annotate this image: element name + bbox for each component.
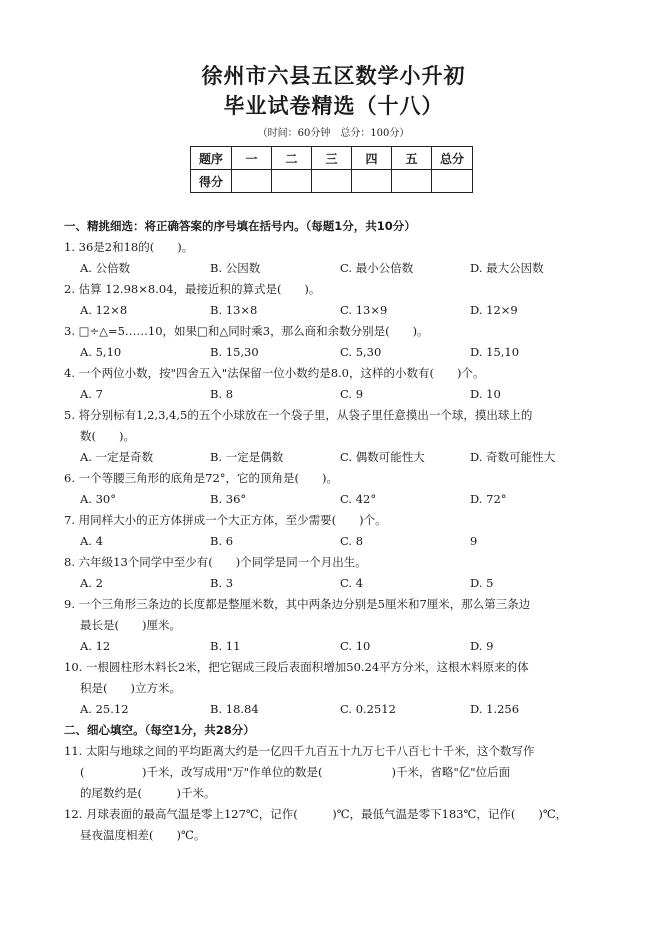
question-11-line1: 11. 太阳与地球之间的平均距离大约是一亿四千九百五十九万七千八百七十千米，这个数写作 bbox=[64, 744, 535, 758]
exam-title-line2: 毕业试卷精选（十八） bbox=[223, 94, 444, 118]
score-header-cell: 三 bbox=[312, 147, 352, 170]
option: A. 4 bbox=[80, 534, 103, 548]
option: C. 偶数可能性大 bbox=[340, 450, 425, 464]
question-8-options bbox=[64, 573, 614, 594]
question-9-line2: 最长是( )厘米。 bbox=[80, 618, 181, 632]
option: B. 3 bbox=[210, 576, 234, 590]
score-header-cell: 五 bbox=[392, 147, 432, 170]
option: B. 36° bbox=[210, 492, 247, 506]
option: D. 9 bbox=[470, 639, 494, 653]
question-4-options bbox=[64, 384, 614, 405]
section-heading-1: 一、精挑细选：将正确答案的序号填在括号内。（每题1分，共10分） bbox=[64, 219, 416, 233]
question-6: 6. 一个等腰三角形的底角是72°，它的顶角是( )。 bbox=[64, 471, 338, 485]
option: A. 5,10 bbox=[80, 345, 122, 359]
option: A. 一定是奇数 bbox=[80, 450, 154, 464]
option: B. 13×8 bbox=[210, 303, 258, 317]
score-table-score-row bbox=[191, 170, 473, 193]
option: C. 5,30 bbox=[340, 345, 382, 359]
question-9-line1: 9. 一个三角形三条边的长度都是整厘米数，其中两条边分别是5厘米和7厘米，那么第三条边 bbox=[64, 597, 531, 611]
question-5-line2: 数( )。 bbox=[80, 429, 135, 443]
score-header-cell: 四 bbox=[352, 147, 392, 170]
option: D. 10 bbox=[470, 387, 501, 401]
option: C. 13×9 bbox=[340, 303, 388, 317]
option: B. 8 bbox=[210, 387, 234, 401]
option: D. 1.256 bbox=[470, 702, 520, 716]
option: A. 公倍数 bbox=[80, 261, 131, 275]
option: C. 4 bbox=[340, 576, 364, 590]
score-header-cell: 一 bbox=[232, 147, 272, 170]
option: A. 30° bbox=[80, 492, 116, 506]
score-table-header-row bbox=[191, 147, 473, 170]
score-cell[interactable] bbox=[232, 170, 272, 193]
option: C. 42° bbox=[340, 492, 377, 506]
section-heading-2: 二、细心填空。（每空1分，共28分） bbox=[64, 723, 255, 737]
option: C. 10 bbox=[340, 639, 371, 653]
option: D. 最大公因数 bbox=[470, 261, 544, 275]
exam-content bbox=[64, 216, 614, 846]
question-11-line2: ( )千米，改写成用"万"作单位的数是( )千米，省略"亿"位后面 bbox=[80, 765, 511, 779]
option: C. 9 bbox=[340, 387, 364, 401]
score-header-cell: 总分 bbox=[432, 147, 473, 170]
question-10-line2: 积是( )立方米。 bbox=[80, 681, 181, 695]
option: B. 18.84 bbox=[210, 702, 259, 716]
option: C. 最小公倍数 bbox=[340, 261, 414, 275]
question-7-options bbox=[64, 531, 614, 552]
exam-title-line1: 徐州市六县五区数学小升初 bbox=[201, 64, 466, 88]
option: D. 72° bbox=[470, 492, 507, 506]
option: D. 15,10 bbox=[470, 345, 520, 359]
option: D. 奇数可能性大 bbox=[470, 450, 556, 464]
question-6-options bbox=[64, 489, 614, 510]
question-12-line2: 昼夜温度相差( )℃。 bbox=[80, 828, 206, 842]
option: B. 15,30 bbox=[210, 345, 259, 359]
option: A. 2 bbox=[80, 576, 103, 590]
question-2-options bbox=[64, 300, 614, 321]
question-9-options bbox=[64, 636, 614, 657]
score-table bbox=[190, 146, 473, 193]
option: C. 0.2512 bbox=[340, 702, 396, 716]
option: A. 7 bbox=[80, 387, 103, 401]
option: A. 25.12 bbox=[80, 702, 129, 716]
question-2: 2. 估算 12.98×8.04，最接近积的算式是( )。 bbox=[64, 282, 321, 296]
question-8: 8. 六年级13个同学中至少有( )个同学是同一个月出生。 bbox=[64, 555, 367, 569]
option: D. 5 bbox=[470, 576, 494, 590]
question-3-options bbox=[64, 342, 614, 363]
option: B. 一定是偶数 bbox=[210, 450, 284, 464]
option: 9 bbox=[470, 534, 478, 548]
question-11-line3: 的尾数约是( )千米。 bbox=[80, 786, 216, 800]
exam-meta: （时间：60分钟 总分：100分） bbox=[257, 128, 410, 139]
question-10-options bbox=[64, 699, 614, 720]
question-12-line1: 12. 月球表面的最高气温是零上127℃，记作( )℃，最低气温是零下183℃，记作( )℃， bbox=[64, 807, 568, 821]
question-7: 7. 用同样大小的正方体拼成一个大正方体，至少需要( )个。 bbox=[64, 513, 387, 527]
score-cell[interactable] bbox=[352, 170, 392, 193]
score-header-cell: 二 bbox=[272, 147, 312, 170]
option: B. 11 bbox=[210, 639, 241, 653]
question-1: 1. 36是2和18的( )。 bbox=[64, 240, 194, 254]
score-row-label: 得分 bbox=[191, 170, 232, 193]
question-4: 4. 一个两位小数，按"四舍五入"法保留一位小数约是8.0，这样的小数有( )个。 bbox=[64, 366, 485, 380]
question-1-options bbox=[64, 258, 614, 279]
question-3: 3. □÷△=5……10，如果□和△同时乘3，那么商和余数分别是( )。 bbox=[64, 324, 429, 338]
option: B. 6 bbox=[210, 534, 234, 548]
question-5-line1: 5. 将分别标有1,2,3,4,5的五个小球放在一个袋子里，从袋子里任意摸出一个球，摸出球上的 bbox=[64, 408, 533, 422]
question-5-options bbox=[64, 447, 614, 468]
option: D. 12×9 bbox=[470, 303, 518, 317]
option: C. 8 bbox=[340, 534, 364, 548]
option: B. 公因数 bbox=[210, 261, 261, 275]
score-cell[interactable] bbox=[392, 170, 432, 193]
score-header-cell: 题序 bbox=[191, 147, 232, 170]
score-cell[interactable] bbox=[312, 170, 352, 193]
score-cell[interactable] bbox=[272, 170, 312, 193]
option: A. 12 bbox=[80, 639, 111, 653]
question-10-line1: 10. 一根圆柱形木料长2米，把它锯成三段后表面积增加50.24平方分米，这根木料原来的体 bbox=[64, 660, 529, 674]
option: A. 12×8 bbox=[80, 303, 128, 317]
score-cell[interactable] bbox=[432, 170, 473, 193]
